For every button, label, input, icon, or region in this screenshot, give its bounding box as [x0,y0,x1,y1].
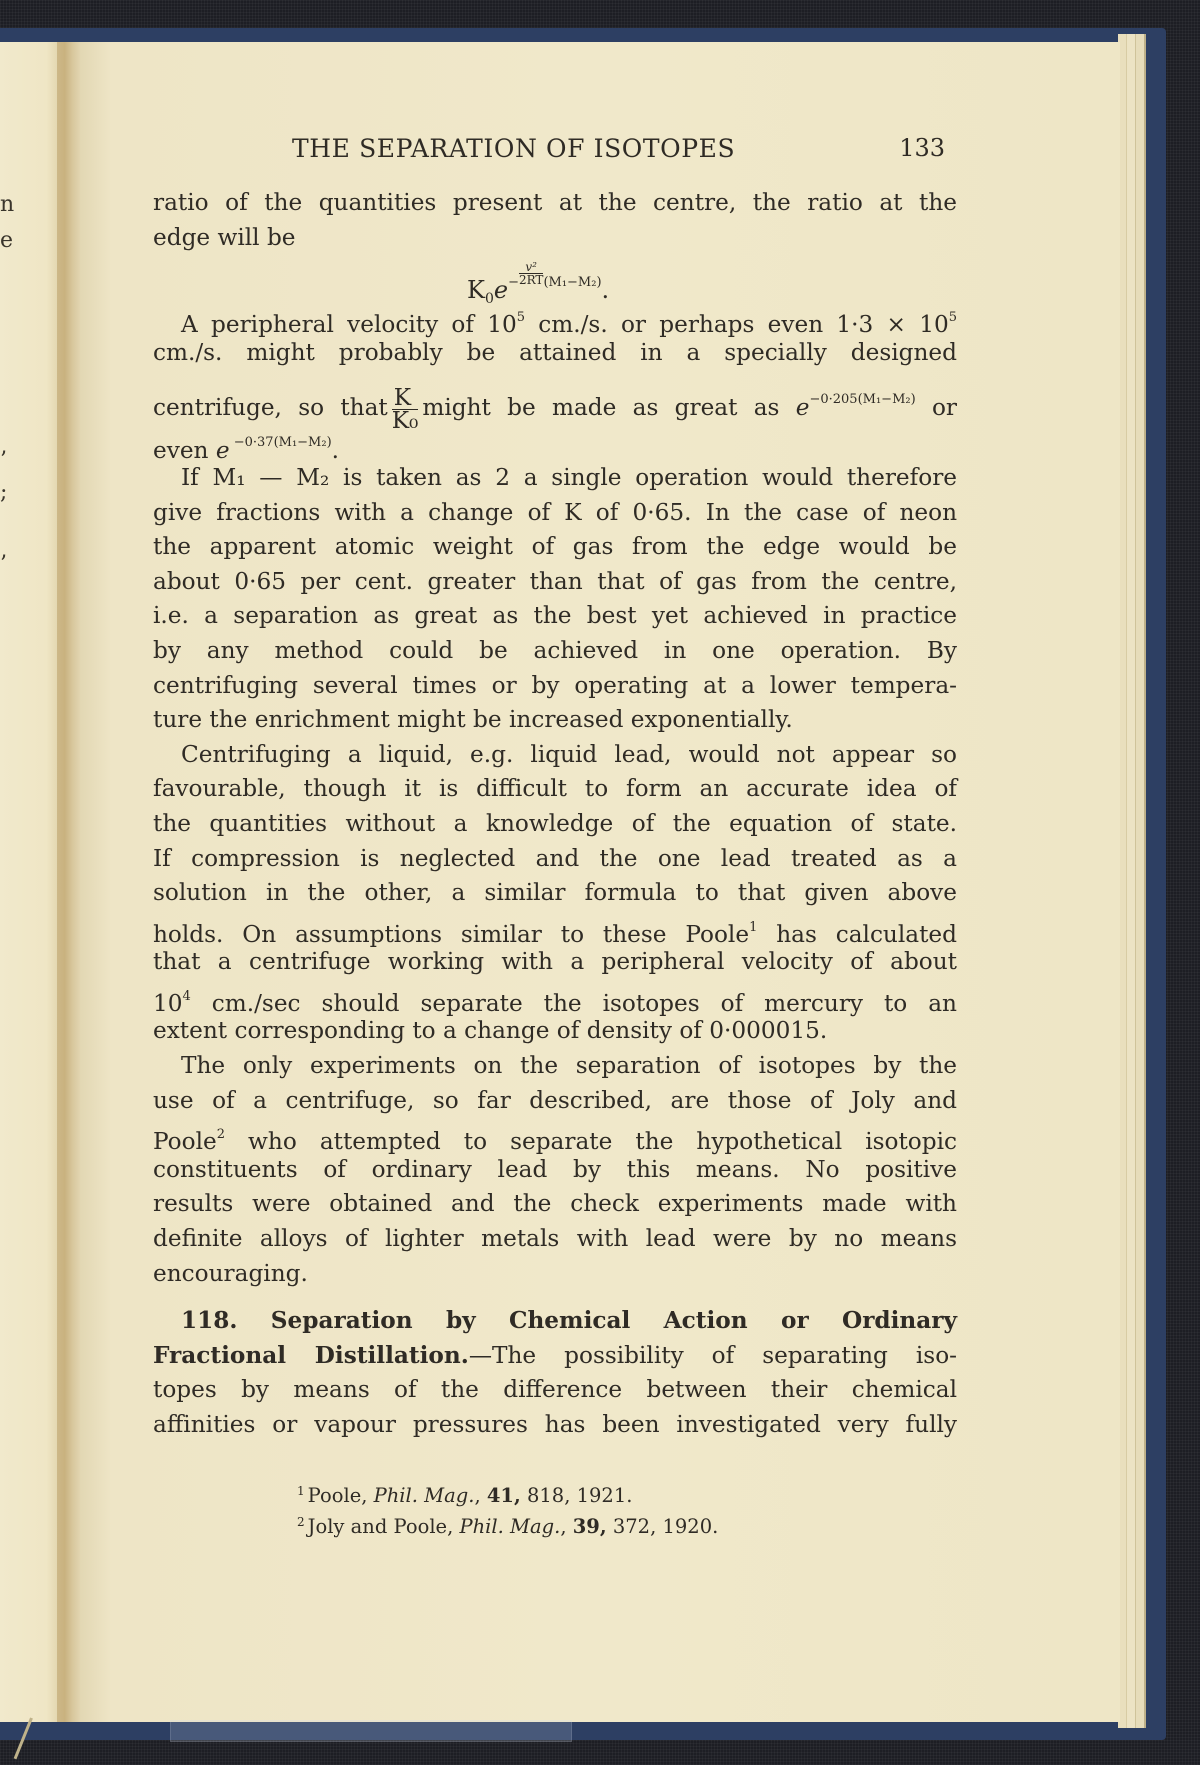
text-line: about 0·65 per cent. greater than that of gas from the centre, [153,567,957,595]
formula-fraction [519,261,543,286]
text-line: encouraging. [153,1259,308,1287]
text-run: or [915,394,957,422]
left-page-fragment: n [0,192,15,217]
fraction-denominator: 2RT [518,273,544,288]
text-run: A peripheral velocity of 10 [181,311,517,339]
text-line: by any method could be achieved in one operation. By [153,636,957,664]
text-line: extent corresponding to a change of density of 0·000015. [153,1017,828,1045]
formula-subscript: 0 [484,291,494,308]
text-line: topes by means of the difference between their chemical [153,1376,957,1404]
text-line: that a centrifuge working with a peripheral velocity of about [153,948,957,976]
left-page-fragment: e [0,228,14,253]
formula-minus: − [508,275,519,291]
page-number: 133 [899,134,945,162]
text-run: cm./s. or perhaps even 1·3 × 10 [525,311,949,339]
text-run: . [331,437,340,465]
footnote-mark: 1 [297,1484,305,1498]
text-line [153,1339,957,1374]
text-line: The only experiments on the separation of isotopes by the [181,1052,957,1080]
text-run: might be made as great as [422,394,796,422]
text-run: even [153,437,216,465]
section-heading: 118. Separation by Chemical Action or Ordinary [181,1307,957,1335]
footnote-2 [297,1509,718,1540]
text-line: results were obtained and the check experiments made with [153,1190,957,1218]
text-run: Poole [153,1128,217,1156]
text-line: If compression is neglected and the one lead treated as a [153,844,957,872]
left-page [0,42,58,1722]
page-header [80,134,1120,174]
footnote-volume: 39, [572,1515,607,1538]
left-page-fragment: ; [0,480,8,505]
text-line: constituents of ordinary lead by this means. No positive [153,1155,957,1183]
text-line: If M₁ — M₂ is taken as 2 a single operation would therefore [181,463,957,491]
text-line: favourable, though it is difficult to form an accurate idea of [153,775,957,803]
body-text [153,186,957,1443]
superscript: 4 [182,988,191,1004]
tape-strip [170,1720,572,1742]
formula-period: . [601,276,610,305]
text-run: cm./sec should separate the isotopes of mercury to an [190,989,957,1017]
fraction-numerator: v² [519,261,543,274]
text-run: has calculated [757,920,957,948]
text-line [153,1118,957,1156]
footnote-author: Joly and Poole, [307,1515,460,1538]
formula-base: K [467,276,485,305]
footnote-author: Poole, [307,1484,374,1507]
text-line: the quantities without a knowledge of the equation of state. [153,809,957,837]
left-page-fragment: ’ [0,448,7,473]
formula-boltzmann [153,255,957,308]
text-line: use of a centrifuge, so far described, are those of Joly and [153,1086,957,1114]
text-run: centrifuge, so that [153,394,388,422]
footnote-mark: 2 [297,1515,305,1529]
footnotes [297,1478,718,1540]
text-run: —The possibility of separating iso- [468,1341,957,1369]
formula-exponent: −0·37(M₁−M₂) [229,435,332,451]
text-line: ture the enrichment might be increased exponentially. [153,706,793,734]
superscript: 5 [516,310,526,326]
text-line: solution in the other, a similar formula to that given above [153,879,957,907]
text-line [153,426,957,465]
text-line: affinities or vapour pressures has been investigated very fully [153,1411,957,1438]
page-edges [1118,34,1146,1728]
text-run: , [560,1515,573,1538]
text-line: ratio of the quantities present at the centre, the ratio at the [153,189,957,216]
formula-exponent: (M₁−M₂) [543,275,602,291]
footnote-1 [297,1478,718,1509]
footnote-journal: Phil. Mag. [459,1515,561,1538]
formula-e: e [493,276,509,305]
formula-exponent: −0·205(M₁−M₂) [809,392,916,408]
text-line: centrifuging several times or by operating at a lower tempera- [153,671,957,699]
superscript: 5 [948,310,957,326]
right-page [80,42,1120,1722]
text-line [153,374,957,434]
left-page-fragment: ’ [0,552,7,577]
fraction-k-over-k0 [391,383,419,434]
footnote-page-year: 372, 1920. [606,1515,719,1538]
formula-e: e [795,394,810,422]
section-heading-cont: Fractional Distillation. [153,1341,469,1369]
text-line: the apparent atomic weight of gas from the edge would be [153,533,957,561]
running-title: THE SEPARATION OF ISOTOPES [292,134,736,163]
text-line: definite alloys of lighter metals with lead were by no means [153,1225,957,1253]
text-run: , [474,1484,487,1507]
text-run: who attempted to separate the hypothetical isotopic [225,1128,957,1156]
text-line: give fractions with a change of K of 0·65. In the case of neon [153,498,957,526]
text-run: 10 [153,989,183,1017]
text-line: i.e. a separation as great as the best yet achieved in practice [153,602,957,630]
formula-e: e [215,437,230,465]
text-run: holds. On assumptions similar to these Poole [153,920,750,948]
text-line [153,911,957,946]
footnote-journal: Phil. Mag. [373,1484,475,1507]
text-line: edge will be [153,223,296,251]
text-line: Centrifuging a liquid, e.g. liquid lead, would not appear so [181,740,957,768]
footnote-ref: 2 [216,1127,226,1143]
footnote-volume: 41, [486,1484,521,1507]
fraction-denominator: K₀ [391,406,419,434]
fraction-numerator: K [392,387,419,410]
text-line: cm./s. might probably be attained in a specially designed [153,338,957,366]
text-line [153,980,957,1015]
footnote-ref: 1 [749,919,758,935]
footnote-page-year: 818, 1921. [520,1484,633,1507]
